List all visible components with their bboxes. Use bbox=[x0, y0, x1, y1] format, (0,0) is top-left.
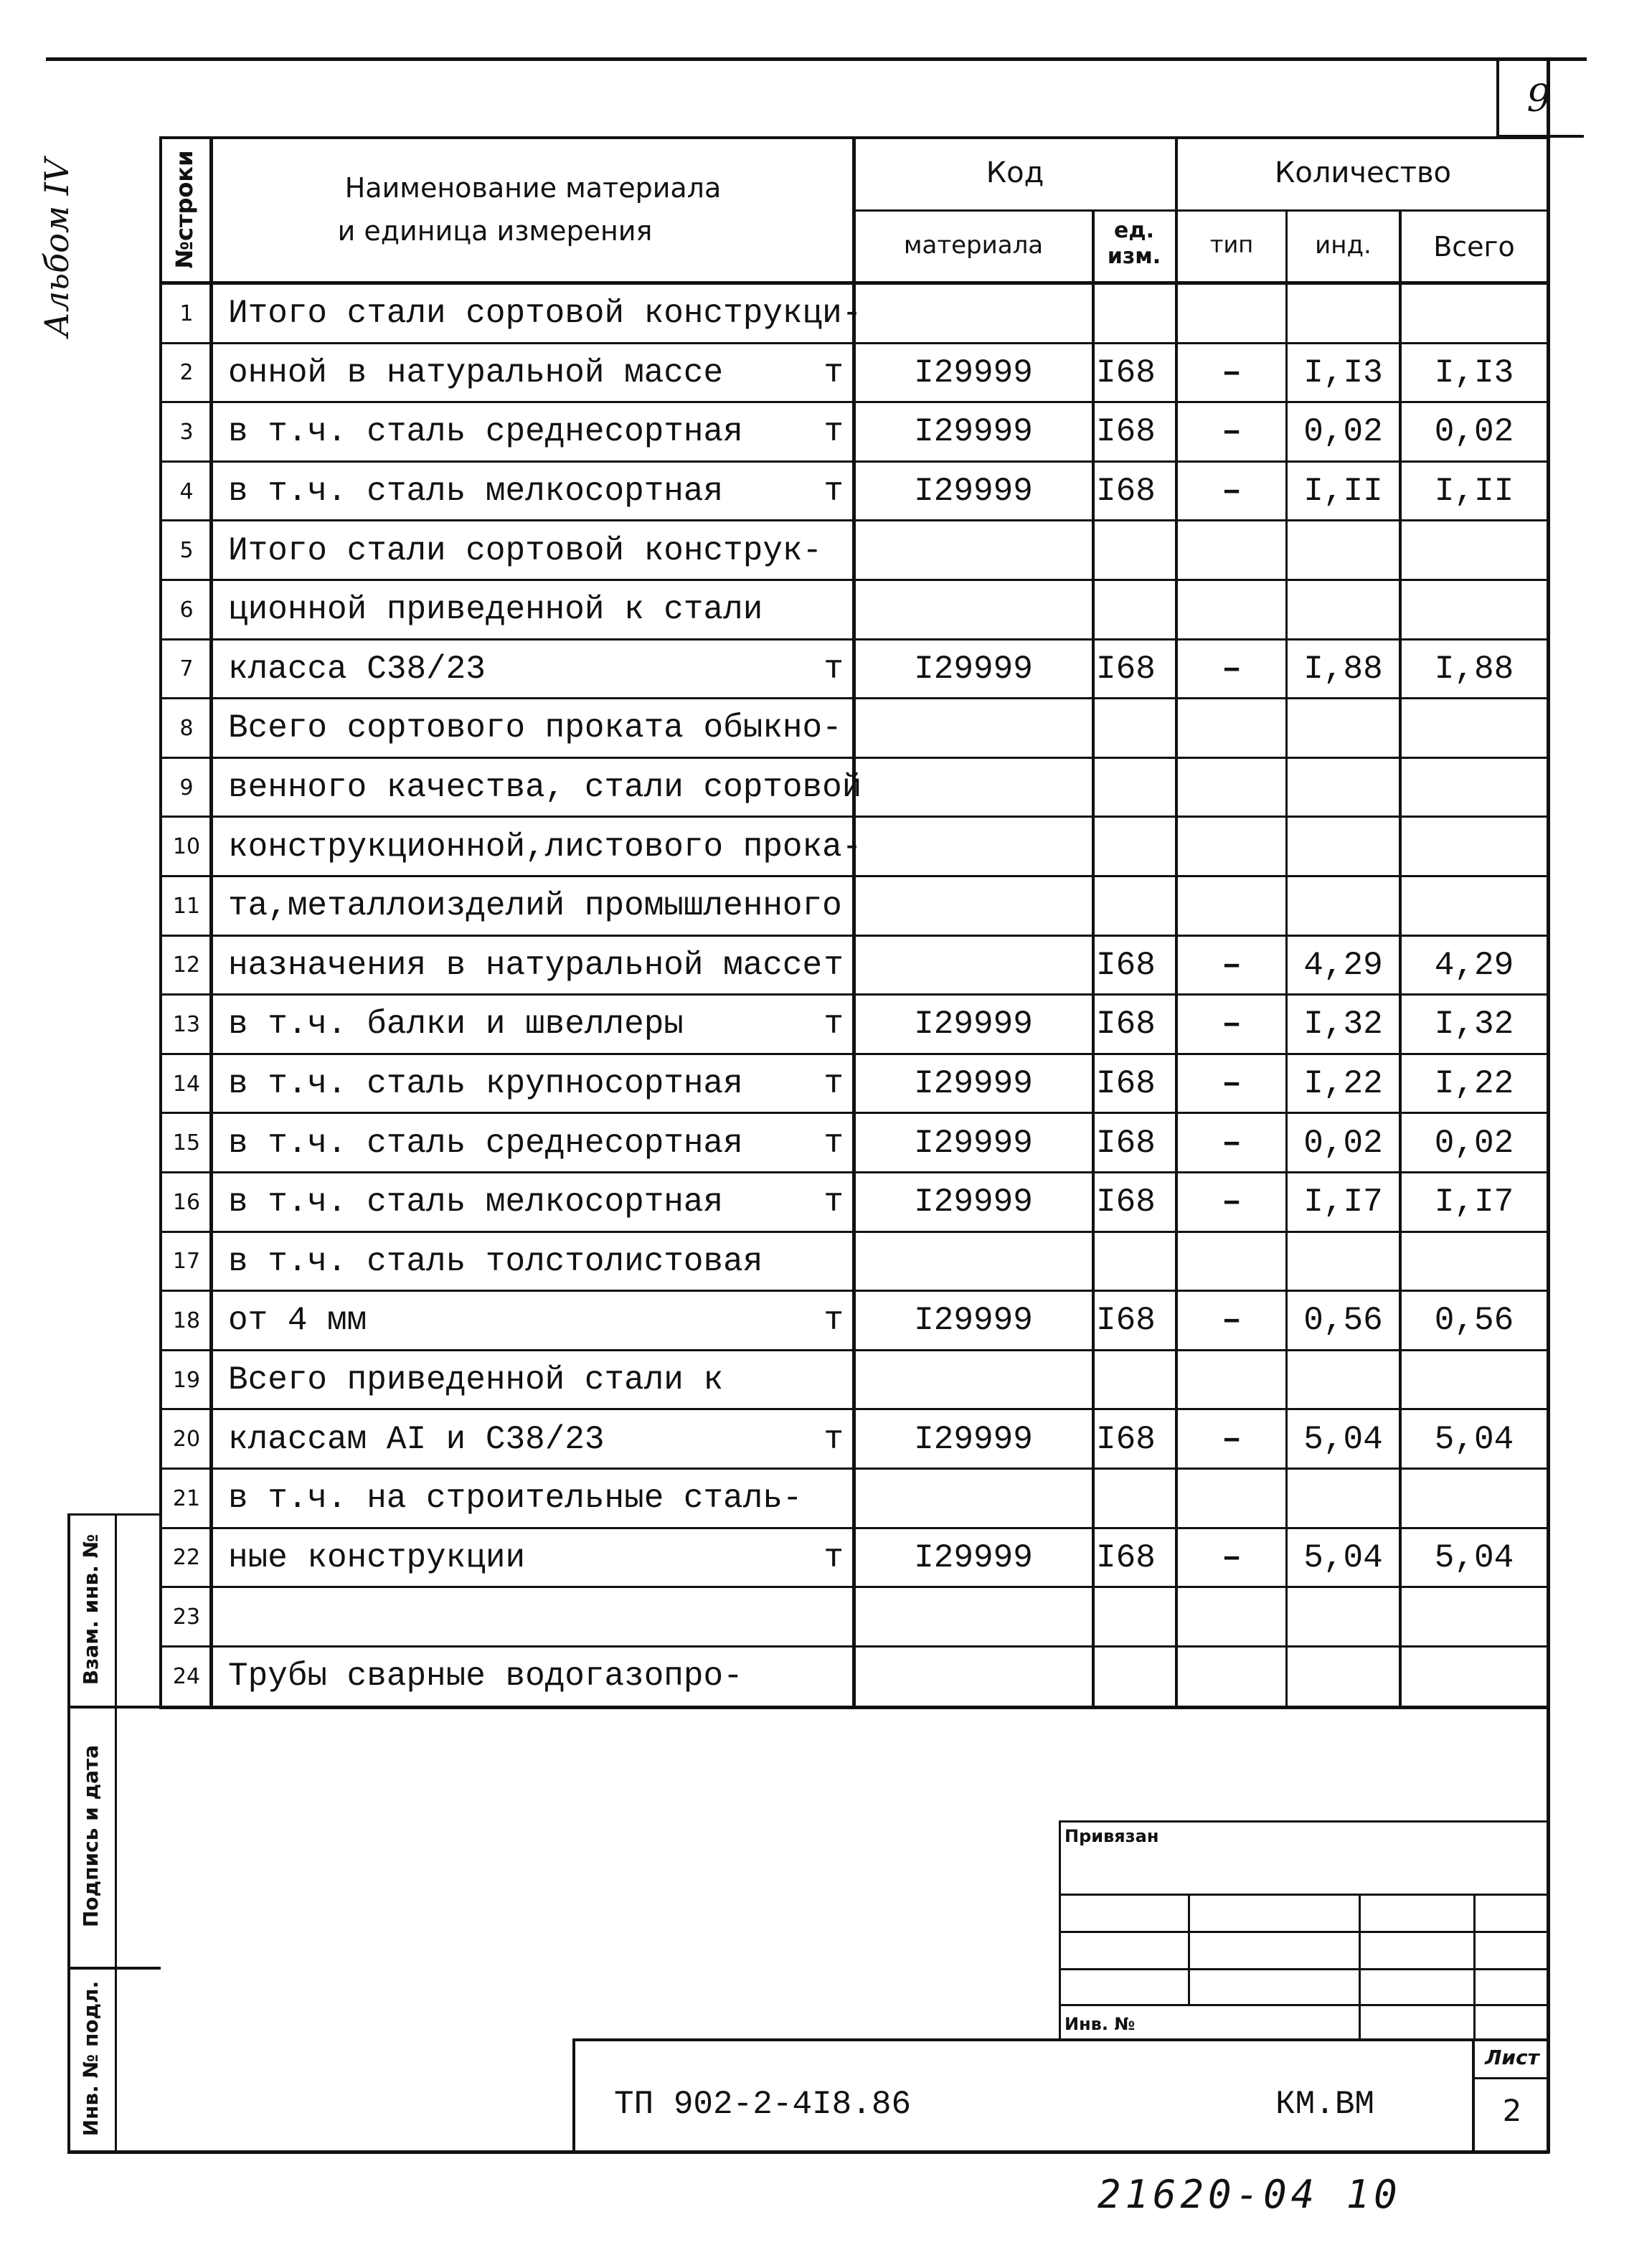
row-separator bbox=[159, 342, 1549, 344]
qty-type bbox=[1178, 1469, 1285, 1528]
row-number: 18 bbox=[172, 1308, 201, 1333]
tb-bound-label: Привязан bbox=[1065, 1826, 1159, 1846]
material-name: классам AI и С38/23 bbox=[228, 1420, 605, 1458]
qty-type: – bbox=[1222, 354, 1242, 392]
material-name: в т.ч. сталь мелкосортная bbox=[228, 473, 724, 511]
material-code bbox=[855, 1647, 1092, 1706]
unit-code: I68 bbox=[1096, 1539, 1156, 1577]
stamp-top-line bbox=[67, 1513, 161, 1516]
material-code: I29999 bbox=[914, 1420, 1033, 1458]
row-number: 15 bbox=[172, 1130, 201, 1156]
unit-code: I68 bbox=[1096, 354, 1156, 392]
tb-bound-left bbox=[1059, 1820, 1061, 2040]
qty-total: 0,02 bbox=[1434, 1124, 1514, 1162]
unit-mark: т bbox=[823, 1124, 844, 1162]
material-name: Итого стали сортовой конструк- bbox=[228, 531, 823, 569]
row-number: 22 bbox=[172, 1545, 201, 1571]
material-name: в т.ч. сталь среднесортная bbox=[228, 413, 743, 451]
material-code bbox=[855, 1469, 1092, 1528]
unit-mark: т bbox=[823, 946, 844, 984]
header-unit-line2: изм. bbox=[1107, 244, 1161, 269]
table-row bbox=[0, 817, 1549, 876]
tb-line-c bbox=[1059, 1968, 1549, 1970]
material-name: в т.ч. сталь крупносортная bbox=[228, 1065, 743, 1103]
tb-v3 bbox=[1473, 1894, 1476, 2041]
qty-type: – bbox=[1222, 1065, 1242, 1103]
unit-mark bbox=[775, 1469, 854, 1528]
unit-mark bbox=[775, 1587, 854, 1647]
qty-ind: I,22 bbox=[1303, 1065, 1383, 1103]
unit-code: I68 bbox=[1096, 1065, 1156, 1103]
qty-total bbox=[1402, 1469, 1547, 1528]
unit-code: I68 bbox=[1096, 1124, 1156, 1162]
qty-total bbox=[1402, 1587, 1547, 1647]
row-number: 12 bbox=[172, 953, 201, 978]
tb-title-left bbox=[572, 2038, 575, 2153]
material-code: I29999 bbox=[914, 473, 1033, 511]
row-number: 21 bbox=[172, 1485, 201, 1511]
qty-type: – bbox=[1222, 1006, 1242, 1044]
unit-code: I68 bbox=[1096, 1006, 1156, 1044]
material-name: в т.ч. на строительные сталь- bbox=[228, 1480, 803, 1518]
material-code: I29999 bbox=[914, 1183, 1033, 1221]
unit-code bbox=[1095, 1351, 1175, 1410]
row-separator bbox=[159, 1171, 1549, 1173]
qty-ind: 5,04 bbox=[1303, 1420, 1383, 1458]
qty-total bbox=[1402, 580, 1547, 640]
qty-type: – bbox=[1222, 1420, 1242, 1458]
qty-type: – bbox=[1222, 1302, 1242, 1340]
qty-total: I,22 bbox=[1434, 1065, 1514, 1103]
table-row bbox=[0, 402, 1549, 462]
table-row bbox=[0, 580, 1549, 640]
unit-mark: т bbox=[823, 1420, 844, 1458]
unit-code bbox=[1095, 1647, 1175, 1706]
unit-mark: т bbox=[823, 1183, 844, 1221]
header-code-group: Код bbox=[986, 156, 1044, 189]
unit-code: I68 bbox=[1096, 413, 1156, 451]
qty-ind bbox=[1288, 1232, 1399, 1292]
tb-line-a bbox=[1059, 1894, 1549, 1896]
unit-mark: т bbox=[823, 354, 844, 392]
page-number-box-left bbox=[1496, 57, 1499, 138]
unit-mark bbox=[775, 817, 854, 876]
row-separator bbox=[159, 816, 1549, 818]
tb-doc-code: ТП 902-2-4I8.86 bbox=[614, 2086, 912, 2123]
table-row bbox=[0, 640, 1549, 699]
qty-total bbox=[1402, 1647, 1547, 1706]
tb-inv-label: Инв. № bbox=[1065, 2014, 1136, 2034]
qty-type bbox=[1178, 1232, 1285, 1292]
qty-ind bbox=[1288, 876, 1399, 936]
material-code bbox=[855, 936, 1092, 996]
qty-ind: 0,02 bbox=[1303, 413, 1383, 451]
unit-code bbox=[1095, 1469, 1175, 1528]
material-name: в т.ч. сталь мелкосортная bbox=[228, 1183, 724, 1221]
header-row-number: №строки bbox=[171, 150, 198, 269]
table-row bbox=[0, 1054, 1549, 1114]
stamp-replace-inv: Взам. инв. № bbox=[79, 1533, 103, 1686]
table-row bbox=[0, 876, 1549, 936]
material-name: венного качества, стали сортовой bbox=[228, 769, 862, 807]
row-separator bbox=[159, 1290, 1549, 1292]
unit-code bbox=[1095, 876, 1175, 936]
tb-mark: КМ.ВМ bbox=[1275, 2086, 1375, 2123]
qty-total bbox=[1402, 758, 1547, 818]
material-name: класса С38/23 bbox=[228, 650, 486, 688]
unit-code bbox=[1095, 1587, 1175, 1647]
unit-mark bbox=[775, 521, 854, 580]
material-name: Всего приведенной стали к bbox=[228, 1361, 724, 1399]
material-name: ные конструкции bbox=[228, 1539, 526, 1577]
unit-mark: т bbox=[823, 473, 844, 511]
page-number: 9 bbox=[1526, 77, 1551, 120]
tb-sheet-mid bbox=[1472, 2077, 1549, 2079]
unit-mark bbox=[775, 758, 854, 818]
qty-total: I,88 bbox=[1434, 650, 1514, 688]
unit-mark bbox=[775, 876, 854, 936]
table-bottom-line bbox=[159, 1706, 1549, 1709]
table-row bbox=[0, 699, 1549, 758]
material-code bbox=[855, 876, 1092, 936]
row-separator bbox=[159, 1053, 1549, 1055]
qty-type bbox=[1178, 1647, 1285, 1706]
archive-number: 21620-04 10 bbox=[1098, 2172, 1402, 2217]
material-name: от 4 мм bbox=[228, 1302, 367, 1340]
stamp-inv-orig: Инв. № подл. bbox=[79, 1980, 103, 2137]
stamp-sign-date: Подпись и дата bbox=[79, 1744, 103, 1928]
qty-total bbox=[1402, 1232, 1547, 1292]
row-number: 2 bbox=[179, 360, 194, 386]
material-name: в т.ч. сталь толстолистовая bbox=[228, 1242, 763, 1280]
unit-mark bbox=[775, 1232, 854, 1292]
table-row bbox=[0, 1351, 1549, 1410]
qty-ind: 0,02 bbox=[1303, 1124, 1383, 1162]
qty-ind bbox=[1288, 284, 1399, 344]
material-code: I29999 bbox=[914, 413, 1033, 451]
unit-mark bbox=[775, 580, 854, 640]
unit-code: I68 bbox=[1096, 946, 1156, 984]
unit-mark bbox=[775, 284, 854, 344]
row-separator bbox=[159, 460, 1549, 463]
stamp-left-line bbox=[67, 1513, 70, 2153]
qty-ind: 0,56 bbox=[1303, 1302, 1383, 1340]
qty-ind bbox=[1288, 580, 1399, 640]
qty-total: 0,02 bbox=[1434, 413, 1514, 451]
unit-code bbox=[1095, 758, 1175, 818]
qty-total: I,II bbox=[1434, 473, 1514, 511]
qty-total: 5,04 bbox=[1434, 1420, 1514, 1458]
material-code bbox=[855, 580, 1092, 640]
material-code: I29999 bbox=[914, 1302, 1033, 1340]
row-separator bbox=[159, 875, 1549, 877]
unit-code: I68 bbox=[1096, 473, 1156, 511]
material-code: I29999 bbox=[914, 1124, 1033, 1162]
material-code bbox=[855, 699, 1092, 758]
row-number: 19 bbox=[172, 1367, 201, 1393]
qty-ind bbox=[1288, 1587, 1399, 1647]
qty-ind: I,88 bbox=[1303, 650, 1383, 688]
row-number: 9 bbox=[179, 775, 194, 800]
stamp-line-1 bbox=[67, 1706, 161, 1708]
tb-title-top bbox=[572, 2038, 1549, 2041]
album-label: Альбом IV bbox=[37, 158, 76, 337]
row-separator bbox=[159, 1408, 1549, 1410]
material-name: Итого стали сортовой конструкци- bbox=[228, 295, 862, 333]
top-border bbox=[46, 57, 1587, 61]
row-separator bbox=[159, 1467, 1549, 1470]
qty-total bbox=[1402, 284, 1547, 344]
table-row bbox=[0, 1113, 1549, 1173]
unit-code: I68 bbox=[1096, 1420, 1156, 1458]
unit-code: I68 bbox=[1096, 650, 1156, 688]
material-name: в т.ч. балки и швеллеры bbox=[228, 1006, 684, 1044]
material-name: ционной приведенной к стали bbox=[228, 591, 763, 629]
header-total: Всего bbox=[1433, 231, 1515, 263]
header-ind: инд. bbox=[1315, 231, 1372, 260]
unit-code bbox=[1095, 521, 1175, 580]
unit-code: I68 bbox=[1096, 1183, 1156, 1221]
qty-ind: 4,29 bbox=[1303, 946, 1383, 984]
qty-type bbox=[1178, 521, 1285, 580]
qty-type: – bbox=[1222, 413, 1242, 451]
material-code bbox=[855, 521, 1092, 580]
qty-type: – bbox=[1222, 650, 1242, 688]
qty-type bbox=[1178, 580, 1285, 640]
unit-mark: т bbox=[823, 413, 844, 451]
header-mid-line bbox=[854, 209, 1549, 212]
qty-ind bbox=[1288, 758, 1399, 818]
row-separator bbox=[159, 1586, 1549, 1588]
header-name-line2: и единица измерения bbox=[337, 215, 653, 247]
qty-type bbox=[1178, 699, 1285, 758]
header-unit-line1: ед. bbox=[1114, 218, 1154, 243]
row-number: 23 bbox=[172, 1604, 201, 1630]
row-separator bbox=[159, 1112, 1549, 1114]
material-code bbox=[855, 1351, 1092, 1410]
table-row bbox=[0, 758, 1549, 818]
qty-type bbox=[1178, 284, 1285, 344]
qty-ind: I,II bbox=[1303, 473, 1383, 511]
qty-ind: I,I7 bbox=[1303, 1183, 1383, 1221]
qty-total: I,I7 bbox=[1434, 1183, 1514, 1221]
header-material: материала bbox=[903, 231, 1044, 260]
material-code: I29999 bbox=[914, 1539, 1033, 1577]
material-code: I29999 bbox=[914, 1065, 1033, 1103]
unit-code bbox=[1095, 284, 1175, 344]
qty-ind bbox=[1288, 699, 1399, 758]
material-code bbox=[855, 284, 1092, 344]
qty-ind bbox=[1288, 1351, 1399, 1410]
material-code: I29999 bbox=[914, 650, 1033, 688]
row-number: 10 bbox=[172, 834, 201, 860]
qty-ind bbox=[1288, 521, 1399, 580]
row-number: 13 bbox=[172, 1011, 201, 1037]
qty-type: – bbox=[1222, 1539, 1242, 1577]
material-name: в т.ч. сталь среднесортная bbox=[228, 1124, 743, 1162]
qty-type bbox=[1178, 1351, 1285, 1410]
row-separator bbox=[159, 1645, 1549, 1648]
row-separator bbox=[159, 401, 1549, 403]
qty-ind: I,I3 bbox=[1303, 354, 1383, 392]
stamp-mid-line bbox=[115, 1513, 117, 2153]
table-row bbox=[0, 1528, 1549, 1588]
material-name: онной в натуральной массе bbox=[228, 354, 724, 392]
qty-total: 4,29 bbox=[1434, 946, 1514, 984]
qty-total bbox=[1402, 699, 1547, 758]
qty-type bbox=[1178, 876, 1285, 936]
qty-total bbox=[1402, 1351, 1547, 1410]
material-code bbox=[855, 817, 1092, 876]
qty-total bbox=[1402, 817, 1547, 876]
row-number: 24 bbox=[172, 1663, 201, 1689]
table-row bbox=[0, 1409, 1549, 1469]
unit-mark bbox=[775, 1647, 854, 1706]
row-number: 16 bbox=[172, 1189, 201, 1215]
qty-total: 0,56 bbox=[1434, 1302, 1514, 1340]
qty-type: – bbox=[1222, 946, 1242, 984]
qty-total: I,32 bbox=[1434, 1006, 1514, 1044]
table-row bbox=[0, 1291, 1549, 1351]
material-name: Всего сортового проката обыкно- bbox=[228, 709, 842, 747]
header-type: тип bbox=[1209, 231, 1254, 258]
unit-mark bbox=[775, 699, 854, 758]
qty-type: – bbox=[1222, 1183, 1242, 1221]
row-separator bbox=[159, 993, 1549, 996]
row-number: 14 bbox=[172, 1071, 201, 1097]
material-code bbox=[855, 1587, 1092, 1647]
row-number: 8 bbox=[179, 715, 194, 741]
row-number: 3 bbox=[179, 419, 194, 445]
table-row bbox=[0, 1587, 1549, 1647]
row-number: 17 bbox=[172, 1249, 201, 1275]
unit-code bbox=[1095, 699, 1175, 758]
row-number: 4 bbox=[179, 478, 194, 504]
material-name: конструкционной,листового прока- bbox=[228, 828, 862, 866]
material-name: та,металлоизделий промышленного bbox=[228, 887, 842, 925]
qty-ind: 5,04 bbox=[1303, 1539, 1383, 1577]
material-code bbox=[855, 758, 1092, 818]
qty-ind bbox=[1288, 817, 1399, 876]
unit-mark: т bbox=[823, 1539, 844, 1577]
qty-type: – bbox=[1222, 1124, 1242, 1162]
unit-code bbox=[1095, 1232, 1175, 1292]
unit-code bbox=[1095, 580, 1175, 640]
qty-type bbox=[1178, 817, 1285, 876]
qty-ind bbox=[1288, 1647, 1399, 1706]
tb-sheet-left bbox=[1472, 2038, 1475, 2153]
unit-mark: т bbox=[823, 1302, 844, 1340]
row-separator bbox=[159, 1349, 1549, 1351]
material-name: Трубы сварные водогазопро- bbox=[228, 1658, 743, 1696]
row-number: 6 bbox=[179, 597, 194, 623]
row-number: 11 bbox=[172, 893, 201, 919]
material-code: I29999 bbox=[914, 1006, 1033, 1044]
row-separator bbox=[159, 757, 1549, 759]
qty-type bbox=[1178, 758, 1285, 818]
tb-sheet-label: Лист bbox=[1485, 2046, 1539, 2069]
qty-type bbox=[1178, 1587, 1285, 1647]
material-code bbox=[855, 1232, 1092, 1292]
row-separator bbox=[159, 638, 1549, 641]
row-separator bbox=[159, 697, 1549, 699]
unit-mark: т bbox=[823, 1065, 844, 1103]
tb-line-d bbox=[1059, 2004, 1549, 2006]
table-row bbox=[0, 1173, 1549, 1232]
row-separator bbox=[159, 579, 1549, 581]
table-row bbox=[0, 995, 1549, 1054]
row-separator bbox=[159, 1527, 1549, 1529]
qty-ind bbox=[1288, 1469, 1399, 1528]
qty-type: – bbox=[1222, 473, 1242, 511]
table-row bbox=[0, 936, 1549, 996]
unit-mark: т bbox=[823, 1006, 844, 1044]
tb-line-b bbox=[1059, 1931, 1549, 1933]
table-row bbox=[0, 462, 1549, 521]
table-row bbox=[0, 521, 1549, 580]
unit-code: I68 bbox=[1096, 1302, 1156, 1340]
table-row bbox=[0, 1647, 1549, 1706]
stamp-bottom-line bbox=[67, 2150, 1549, 2154]
unit-code bbox=[1095, 817, 1175, 876]
table-row bbox=[0, 1232, 1549, 1292]
row-number: 20 bbox=[172, 1427, 201, 1452]
material-code: I29999 bbox=[914, 354, 1033, 392]
header-name-line1: Наименование материала bbox=[344, 172, 722, 204]
row-number: 1 bbox=[179, 301, 194, 326]
unit-mark bbox=[775, 1351, 854, 1410]
material-name: назначения в натуральной массе bbox=[228, 946, 823, 984]
row-separator bbox=[159, 519, 1549, 521]
qty-ind: I,32 bbox=[1303, 1006, 1383, 1044]
row-separator bbox=[159, 935, 1549, 937]
qty-total: I,I3 bbox=[1434, 354, 1514, 392]
tb-sheet-number: 2 bbox=[1502, 2093, 1522, 2128]
table-row bbox=[0, 1469, 1549, 1528]
table-row bbox=[0, 344, 1549, 403]
qty-total bbox=[1402, 521, 1547, 580]
qty-total bbox=[1402, 876, 1547, 936]
tb-v2 bbox=[1359, 1894, 1361, 2041]
qty-total: 5,04 bbox=[1434, 1539, 1514, 1577]
tb-bound-top bbox=[1059, 1820, 1549, 1823]
material-name bbox=[212, 1587, 836, 1647]
table-row bbox=[0, 284, 1549, 344]
row-number: 7 bbox=[179, 656, 194, 682]
row-number: 5 bbox=[179, 538, 194, 564]
header-quantity-group: Количество bbox=[1274, 156, 1451, 189]
unit-mark: т bbox=[823, 650, 844, 688]
tb-v1 bbox=[1188, 1894, 1190, 2005]
row-separator bbox=[159, 1231, 1549, 1233]
